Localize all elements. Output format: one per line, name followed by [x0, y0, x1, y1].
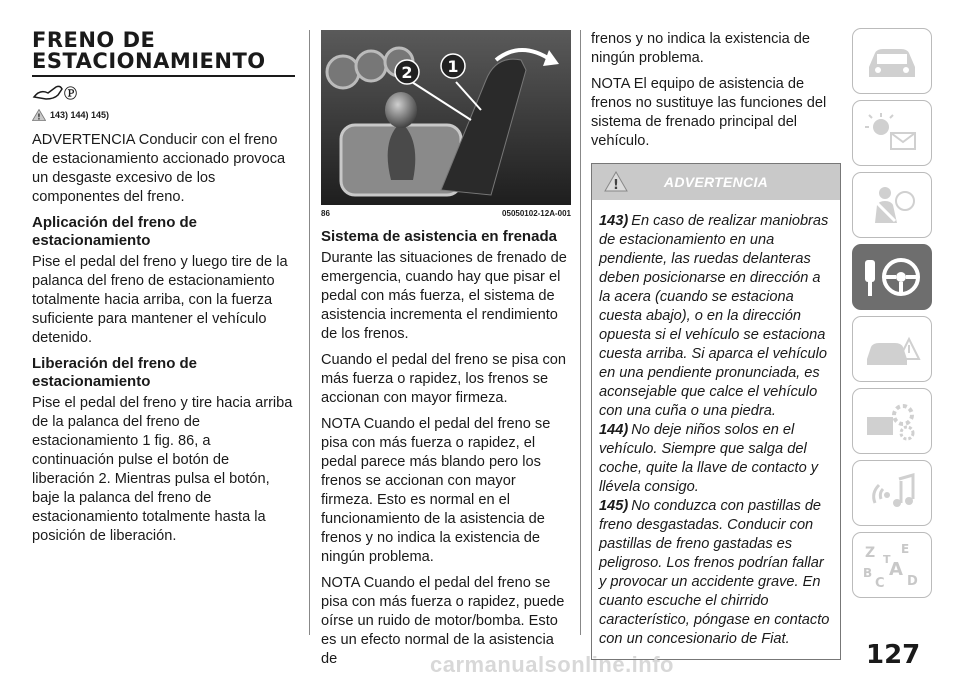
asistencia-p4-continued: frenos y no indica la existencia de ningún problema.: [591, 31, 811, 66]
airbag-seatbelt-icon: [861, 181, 923, 229]
warning-refs: ! 143) 144) 145): [32, 109, 295, 121]
svg-text:A: A: [889, 559, 903, 580]
advertencia-paragraph: ADVERTENCIA Conducir con el freno de estacionamiento accionado provoca un desgaste excesivo de los componentes del freno.: [32, 132, 286, 205]
svg-text:T: T: [883, 553, 891, 566]
liberacion-paragraph: Pise el pedal del freno y tire hacia arriba de la palanca del freno de estacionamiento 1 fig. 86, a continuación pulse el botón de liberación 2. Mientras pulsa el botón, baje la palanca del freno de estacionamiento totalmente hasta la posición de liberación.: [32, 395, 293, 544]
warning-header: [592, 164, 840, 200]
asistencia-p3: NOTA Cuando el pedal del freno se pisa con más fuerza o rapidez, el pedal parece más blando pero los frenos se accionan con mayor firmeza. Esto es normal en el funcionamiento de la asistencia de frenos y no indica la existencia de ningún problema.: [321, 416, 551, 565]
warning-box: [591, 163, 841, 660]
tab-warning-lights[interactable]: [852, 100, 932, 166]
svg-text:B: B: [863, 566, 873, 580]
car-breakdown-icon: [861, 325, 923, 373]
figure-caption: [321, 209, 571, 218]
tab-index[interactable]: [852, 532, 932, 598]
tab-car-breakdown[interactable]: [852, 316, 932, 382]
car-dashboard-icon: [861, 37, 923, 85]
column-divider: [580, 30, 581, 635]
right-column: [591, 30, 841, 660]
nota-paragraph: NOTA El equipo de asistencia de frenos no sustituye las funciones del sistema de frenado principal del vehículo.: [591, 76, 827, 149]
aplicacion-heading: Aplicación del freno de estacionamiento: [32, 214, 198, 249]
svg-text:C: C: [875, 576, 885, 589]
callout-2: 2: [401, 63, 413, 82]
warning-item: 144) No deje niños solos en el vehículo. Siempre que salga del coche, quite la llave de contacto y llévela consigo.: [599, 422, 819, 495]
hand-driving-icon: [32, 81, 295, 103]
tab-airbag-seatbelt[interactable]: [852, 172, 932, 238]
tab-maintenance[interactable]: [852, 388, 932, 454]
warning-title: ADVERTENCIA: [663, 174, 769, 190]
warning-triangle-icon: [604, 171, 628, 192]
tab-multimedia[interactable]: [852, 460, 932, 526]
warning-item: 143) En caso de realizar maniobras de estacionamiento en una pendiente, las ruedas delanteras deben posicionarse en dirección a la acera (cuando se estaciona cuesta abajo), o en la dirección opuesta si el vehículo se estaciona cuesta arriba. Si aparca el vehículo en una pendiente pronunciada, es aconsejable que calce el vehículo con una cuña o una piedra.: [599, 213, 829, 419]
tab-key-steering-wheel[interactable]: [852, 244, 932, 310]
index-letters-icon: [861, 541, 923, 589]
watermark: carmanualsonline.info: [430, 652, 674, 677]
svg-text:Z: Z: [865, 545, 876, 561]
chapter-tabs: [852, 28, 932, 604]
svg-text:!: !: [37, 112, 41, 121]
svg-text:Ⓟ: Ⓟ: [64, 87, 78, 102]
asistencia-p4: NOTA Cuando el pedal del freno se pisa con más fuerza o rapidez, puede oírse un ruido de motor/bomba. Esto es un efecto normal de la asistencia de: [321, 575, 565, 667]
maintenance-gears-icon: [861, 397, 923, 445]
parking-brake-figure: [321, 30, 571, 205]
warning-lights-icon: [861, 109, 923, 157]
asistencia-p1: Durante las situaciones de frenado de emergencia, cuando hay que pisar el pedal con más fuerza, el sistema de asistencia incrementa el rendimiento de los frenos.: [321, 250, 567, 342]
middle-column: [321, 30, 571, 676]
key-steering-wheel-icon: [859, 252, 925, 302]
svg-text:!: !: [613, 178, 619, 192]
asistencia-heading: Sistema de asistencia en frenada: [321, 228, 557, 245]
figure-number: 86: [321, 209, 330, 218]
section-title: FRENO DE ESTACIONAMIENTO: [32, 30, 295, 77]
aplicacion-paragraph: Pise el pedal del freno y luego tire de la palanca del freno de estacionamiento totalmente hacia arriba, con la fuerza suficiente para mantener el vehículo detenido.: [32, 254, 288, 346]
tab-car-dashboard[interactable]: [852, 28, 932, 94]
warning-item: 145) No conduzca con pastillas de freno desgastadas. Conducir con pastillas de freno gastadas es peligroso. Los frenos podrían fallar y provocar un accidente grave. En cuanto escuche el chirrido característico, póngase en contacto con un concesionario de Fiat.: [599, 498, 830, 647]
asistencia-p2: Cuando el pedal del freno se pisa con más fuerza o rapidez, los frenos se accionan con mayor firmeza.: [321, 352, 567, 406]
liberacion-heading: Liberación del freno de estacionamiento: [32, 355, 198, 390]
warning-triangle-icon: [32, 109, 46, 121]
svg-text:D: D: [907, 574, 918, 589]
svg-text:E: E: [901, 542, 910, 556]
callout-1: 1: [447, 57, 459, 76]
warning-body: [592, 200, 840, 659]
figure-code: 05050102-12A-001: [502, 209, 571, 218]
multimedia-icon: [861, 469, 923, 517]
page-number: 127: [866, 640, 921, 670]
left-column: [32, 30, 295, 553]
column-divider: [309, 30, 310, 635]
